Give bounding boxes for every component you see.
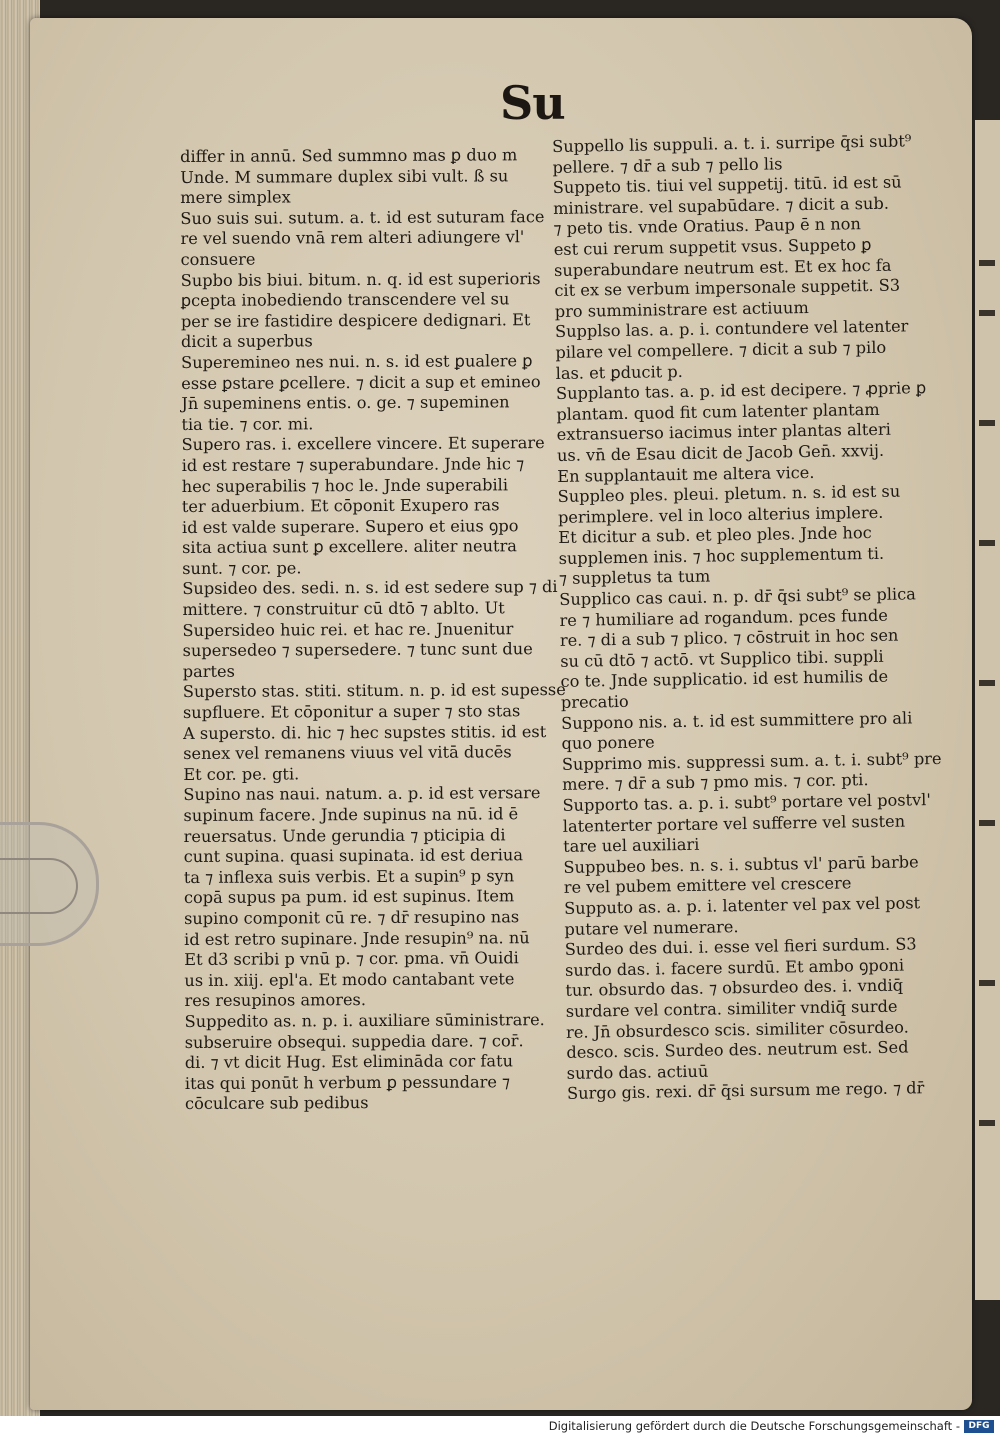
text-line: ⁊ suppletus ta tum (558, 567, 711, 589)
text-line: res resupinos amores. (184, 990, 367, 1011)
text-line: Superemineo nes nui. n. s. id est ꝑualere ꝑ (181, 351, 533, 372)
text-line: partes (182, 661, 235, 681)
text-line: dicit a superbus (180, 331, 313, 352)
text-line: differ in annū. Sed summno mas ꝑ duo m (180, 145, 518, 166)
text-line: re vel suendo vnā rem alteri adiungere vl' (180, 227, 525, 249)
text-line: ta ⁊ inflexa suis verbis. Et a supin⁹ p syn (183, 866, 515, 887)
footer-bar (0, 1416, 1000, 1438)
text-line: ⁊ peto tis. vnde Oratius. Paup ē n non (553, 214, 862, 239)
text-line: Suppleo ples. pleui. pletum. n. s. id est su (557, 481, 901, 507)
text-line: pilare vel compellere. ⁊ dicit a sub ⁊ pilo (555, 337, 887, 362)
text-line: pro sumministrare est actiuum (554, 297, 809, 321)
text-line: re. Jn̄ obsurdesco scis. similiter cōsurdeo. (565, 1017, 909, 1042)
text-line: Et cor. pe. gti. (183, 764, 300, 784)
text-line: di. ⁊ vt dicit Hug. Est elimināda cor fatu (184, 1051, 514, 1073)
text-line: Supsideo des. sedi. n. s. id est sedere sup ⁊ di (182, 577, 558, 599)
text-line: Suppello lis suppuli. a. t. i. surripe q̄si subt⁹ (552, 131, 912, 156)
text-line: cōculcare sub pedibus (184, 1093, 369, 1114)
left-column (180, 145, 568, 1115)
text-line: mere. ⁊ dr̄ a sub ⁊ pmo mis. ⁊ cor. pti. (562, 770, 869, 795)
text-line: Et dicitur a sub. et pleo ples. Jnde hoc (558, 523, 872, 548)
text-line: surdo das. i. facere surdū. Et ambo ꝯponi (564, 955, 905, 980)
text-line: subseruire obsequi. suppedia dare. ⁊ cor̄. (184, 1030, 524, 1052)
text-line: esse ꝑstare ꝑcellere. ⁊ dicit a sup et emineo (181, 371, 541, 393)
text-line: id est valde superare. Supero et eius ꝯpo (181, 515, 519, 537)
text-line: Supersideo huic rei. et hac re. Jnuenitur (182, 618, 514, 640)
text-line: supino componit cū re. ⁊ dr̄ resupino nas (183, 907, 520, 928)
text-line: perimplere. vel in loco alterius implere. (557, 502, 884, 527)
text-line: est cui rerum suppetit vsus. Suppeto ꝑ (553, 234, 872, 259)
text-line: ministrare. vel supabūdare. ⁊ dicit a sub. (552, 193, 890, 218)
text-line: re ⁊ humiliare ad rogandum. pces funde (559, 605, 888, 630)
text-line: Supputo as. a. p. i. latenter vel pax vel post (563, 893, 921, 918)
text-line: us in. xiij. epl'a. Et modo cantabant vete (184, 969, 515, 990)
text-line: cit ex se verbum impersonale suppetit. S3 (554, 275, 901, 301)
text-line: mere simplex (180, 187, 291, 208)
text-line: latenterter portare vel sufferre vel susten (562, 811, 906, 836)
text-line: supplemen inis. ⁊ hoc supplementum ti. (558, 543, 885, 568)
text-line: Surdeo des dui. i. esse vel fieri surdum. S3 (564, 934, 917, 960)
right-column (552, 131, 947, 1105)
text-line: quo ponere (561, 732, 655, 754)
text-line: su cū dtō ⁊ actō. vt Supplico tibi. suppli (560, 646, 884, 671)
dfg-logo: DFG (964, 1420, 994, 1433)
text-line: consuere (180, 249, 256, 269)
text-line: Unde. M summare duplex sibi vult. ß su (180, 165, 509, 187)
text-line: co te. Jnde supplicatio. id est humilis de (560, 667, 889, 692)
text-line: Supbo bis biui. bitum. n. q. id est superioris (180, 268, 541, 290)
text-line: superabundare neutrum est. Et ex hoc fa (553, 255, 892, 280)
text-line: Suppedito as. n. p. i. auxiliare sūministrare. (184, 1010, 545, 1031)
running-head: Su (500, 76, 565, 130)
text-line: supinum facere. Jnde supinus na nū. id ē (183, 804, 519, 825)
text-line: reuersatus. Unde gerundia ⁊ pticipia di (183, 824, 506, 846)
text-line: itas qui ponūt h verbum ꝑ pessundare ⁊ (184, 1072, 511, 1093)
text-line: Supplico cas caui. n. p. dr̄ q̄si subt⁹ se plica (559, 584, 917, 610)
text-line: us. vn̄ de Esau dicit de Jacob Gen̄. xxvij. (556, 440, 885, 465)
text-line: Suppeto tis. tiui vel suppetij. titū. id est sū (552, 172, 902, 198)
text-line: supfluere. Et cōponitur a super ⁊ sto stas (182, 701, 521, 723)
text-line: ꝑcepta inobediendo transcendere vel su (180, 289, 510, 311)
text-line: tur. obsurdo das. ⁊ obsurdeo des. i. vndiq̄ (565, 975, 904, 1001)
text-line: las. et ꝑducit p. (555, 361, 683, 383)
text-line: sita actiua sunt ꝑ excellere. aliter neutra (182, 536, 517, 558)
text-line: En supplantauit me altera vice. (557, 462, 815, 486)
text-line: copā supus pa pum. id est supinus. Item (183, 886, 515, 908)
text-line: per se ire fastidire despicere dedignari. Et (180, 309, 531, 331)
text-line: extransuerso iacimus inter plantas alteri (556, 420, 891, 445)
funding-credit: Digitalisierung gefördert durch die Deutsche Forschungsgemeinschaft - (548, 1419, 960, 1433)
text-line: Suppono nis. a. t. id est summittere pro ali (561, 708, 913, 733)
text-line: id est retro supinare. Jnde resupin⁹ na. nū (184, 927, 530, 949)
text-line: Supporto tas. a. p. i. subt⁹ portare vel postvl' (562, 790, 931, 815)
text-line: putare vel numerare. (564, 916, 739, 939)
text-line: senex vel remanens viuus vel vitā ducēs (183, 742, 512, 764)
text-line: Et d3 scribi p vnū p. ⁊ cor. pma. vn̄ Ouidi (184, 948, 519, 970)
text-line: A supersto. di. hic ⁊ hec supstes stitis. id est (183, 721, 547, 743)
text-line: Supplanto tas. a. p. id est decipere. ⁊ ꝓprie ꝑ (555, 378, 927, 404)
text-line: ter aduerbium. Et cōponit Exupero ras (181, 495, 500, 517)
plastic-clip-inner (0, 858, 78, 914)
text-line: sunt. ⁊ cor. pe. (182, 558, 302, 578)
text-line: re. ⁊ di a sub ⁊ plico. ⁊ cōstruit in hoc sen (559, 625, 899, 651)
text-line: mittere. ⁊ construitur cū dtō ⁊ ablto. Ut (182, 598, 505, 620)
text-line: Supprimo mis. suppressi sum. a. t. i. subt⁹ pre (561, 748, 942, 774)
text-line: id est restare ⁊ superabundare. Jnde hic ⁊ (181, 454, 525, 475)
text-line: plantam. quod fit cum latenter plantam (556, 399, 880, 424)
text-line: pellere. ⁊ dr̄ a sub ⁊ pello lis (552, 153, 783, 177)
text-line: Jn̄ supeminens entis. o. ge. ⁊ supeminen (181, 392, 510, 414)
text-line: Surgo gis. rexi. dr̄ q̄si sursum me rego. ⁊ dr̄ (566, 1078, 925, 1104)
text-line: Suppubeo bes. n. s. i. subtus vl' parū barbe (563, 852, 919, 877)
text-line: re vel pubem emittere vel crescere (563, 873, 852, 898)
text-line: tia tie. ⁊ cor. mi. (181, 414, 314, 434)
text-line: cunt supina. quasi supinata. id est deriua (183, 845, 523, 867)
text-line: surdare vel contra. similiter vndiq̄ surde (565, 996, 898, 1021)
text-line: Supero ras. i. excellere vincere. Et superare (181, 433, 545, 455)
text-line: Suo suis sui. sutum. a. t. id est suturam face (180, 206, 545, 228)
text-line: precatio (560, 691, 629, 712)
text-line: Supplso las. a. p. i. contundere vel latenter (554, 316, 909, 342)
text-line: tare uel auxiliari (562, 834, 700, 857)
text-line: hec superabilis ⁊ hoc le. Jnde superabili (181, 474, 509, 496)
text-line: supersedeo ⁊ supersedere. ⁊ tunc sunt due (182, 639, 533, 661)
text-line: desco. scis. Surdeo des. neutrum est. Sed (566, 1037, 909, 1063)
text-line: surdo das. actiuū (566, 1061, 709, 1083)
text-line: Supersto stas. stiti. stitum. n. p. id est supesse (182, 680, 566, 702)
next-page-edge (975, 120, 1000, 1300)
text-line: Supino nas naui. natum. a. p. id est versare (183, 783, 541, 805)
